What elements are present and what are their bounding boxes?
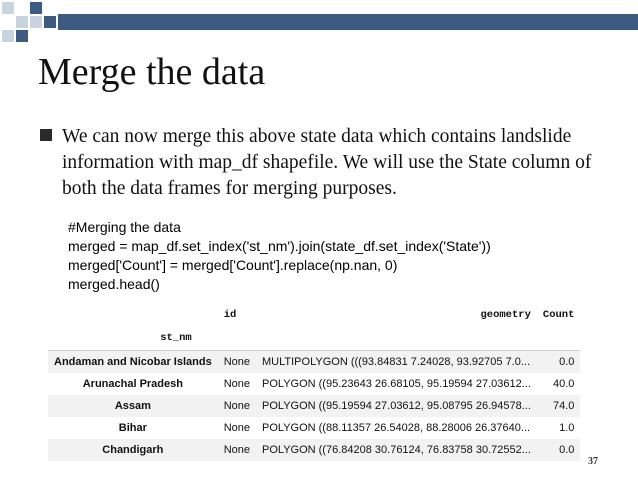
- cell-count: 0.0: [559, 444, 575, 456]
- row-index-name: Bihar: [118, 422, 147, 434]
- code-block: [68, 218, 491, 294]
- decor-square: [30, 16, 42, 28]
- cell-id: None: [223, 422, 250, 434]
- cell-id: None: [223, 400, 250, 412]
- table-header-row: [48, 304, 580, 326]
- index-name-row: [48, 326, 580, 351]
- decor-square: [30, 2, 42, 14]
- decor-square: [44, 16, 56, 28]
- table-row: [48, 417, 580, 439]
- page-number: 37: [588, 456, 598, 467]
- cell-id: None: [223, 378, 250, 390]
- cell-id: None: [223, 356, 250, 368]
- decor-square: [2, 2, 14, 14]
- header-spacer: [256, 326, 537, 351]
- index-corner: [48, 304, 218, 326]
- cell-geometry: POLYGON ((95.19594 27.03612, 95.08795 26.94578...: [262, 400, 531, 412]
- index-name: st_nm: [48, 326, 218, 351]
- cell-geometry: POLYGON ((76.84208 30.76124, 76.83758 30.72552...: [262, 444, 531, 456]
- row-index-name: Andaman and Nicobar Islands: [54, 356, 212, 368]
- bullet-item: [38, 124, 598, 202]
- bullet-text: We can now merge this above state data which contains landslide information with map_df shapefile. We will use the State column of both the data frames for merging purposes.: [62, 126, 592, 199]
- cell-geometry: POLYGON ((88.11357 26.54028, 88.28006 26.37640...: [262, 422, 531, 434]
- decor-square: [16, 30, 28, 42]
- code-line: merged = map_df.set_index('st_nm').join(state_df.set_index('State')): [68, 238, 491, 254]
- table-row: [48, 439, 580, 461]
- cell-count: 0.0: [559, 356, 575, 368]
- accent-bar: [58, 14, 638, 30]
- cell-geometry: POLYGON ((95.23643 26.68105, 95.19594 27.03612...: [262, 378, 531, 390]
- column-header-count: Count: [542, 309, 575, 321]
- decor-square: [2, 30, 14, 42]
- table-row: [48, 395, 580, 417]
- row-index-name: Chandigarh: [102, 444, 164, 456]
- row-index-name: Arunachal Pradesh: [82, 378, 183, 390]
- code-line: #Merging the data: [68, 219, 181, 235]
- cell-geometry: MULTIPOLYGON (((93.84831 7.24028, 93.92705 7.0...: [262, 356, 531, 368]
- code-line: merged.head(): [68, 276, 160, 292]
- column-header-geometry: geometry: [480, 309, 531, 321]
- cell-count: 40.0: [552, 378, 575, 390]
- code-line: merged['Count'] = merged['Count'].replace(np.nan, 0): [68, 257, 398, 273]
- table-row: [48, 351, 580, 374]
- row-index-name: Assam: [114, 400, 151, 412]
- header-spacer: [218, 326, 256, 351]
- decor-square: [16, 16, 28, 28]
- column-header-id: id: [223, 309, 237, 321]
- dataframe-table: [48, 304, 580, 461]
- header-spacer: [537, 326, 581, 351]
- cell-count: 1.0: [559, 422, 575, 434]
- table-row: [48, 373, 580, 395]
- slide-title: Merge the data: [38, 51, 266, 93]
- cell-count: 74.0: [552, 400, 575, 412]
- cell-id: None: [223, 444, 250, 456]
- square-bullet-icon: [40, 129, 52, 141]
